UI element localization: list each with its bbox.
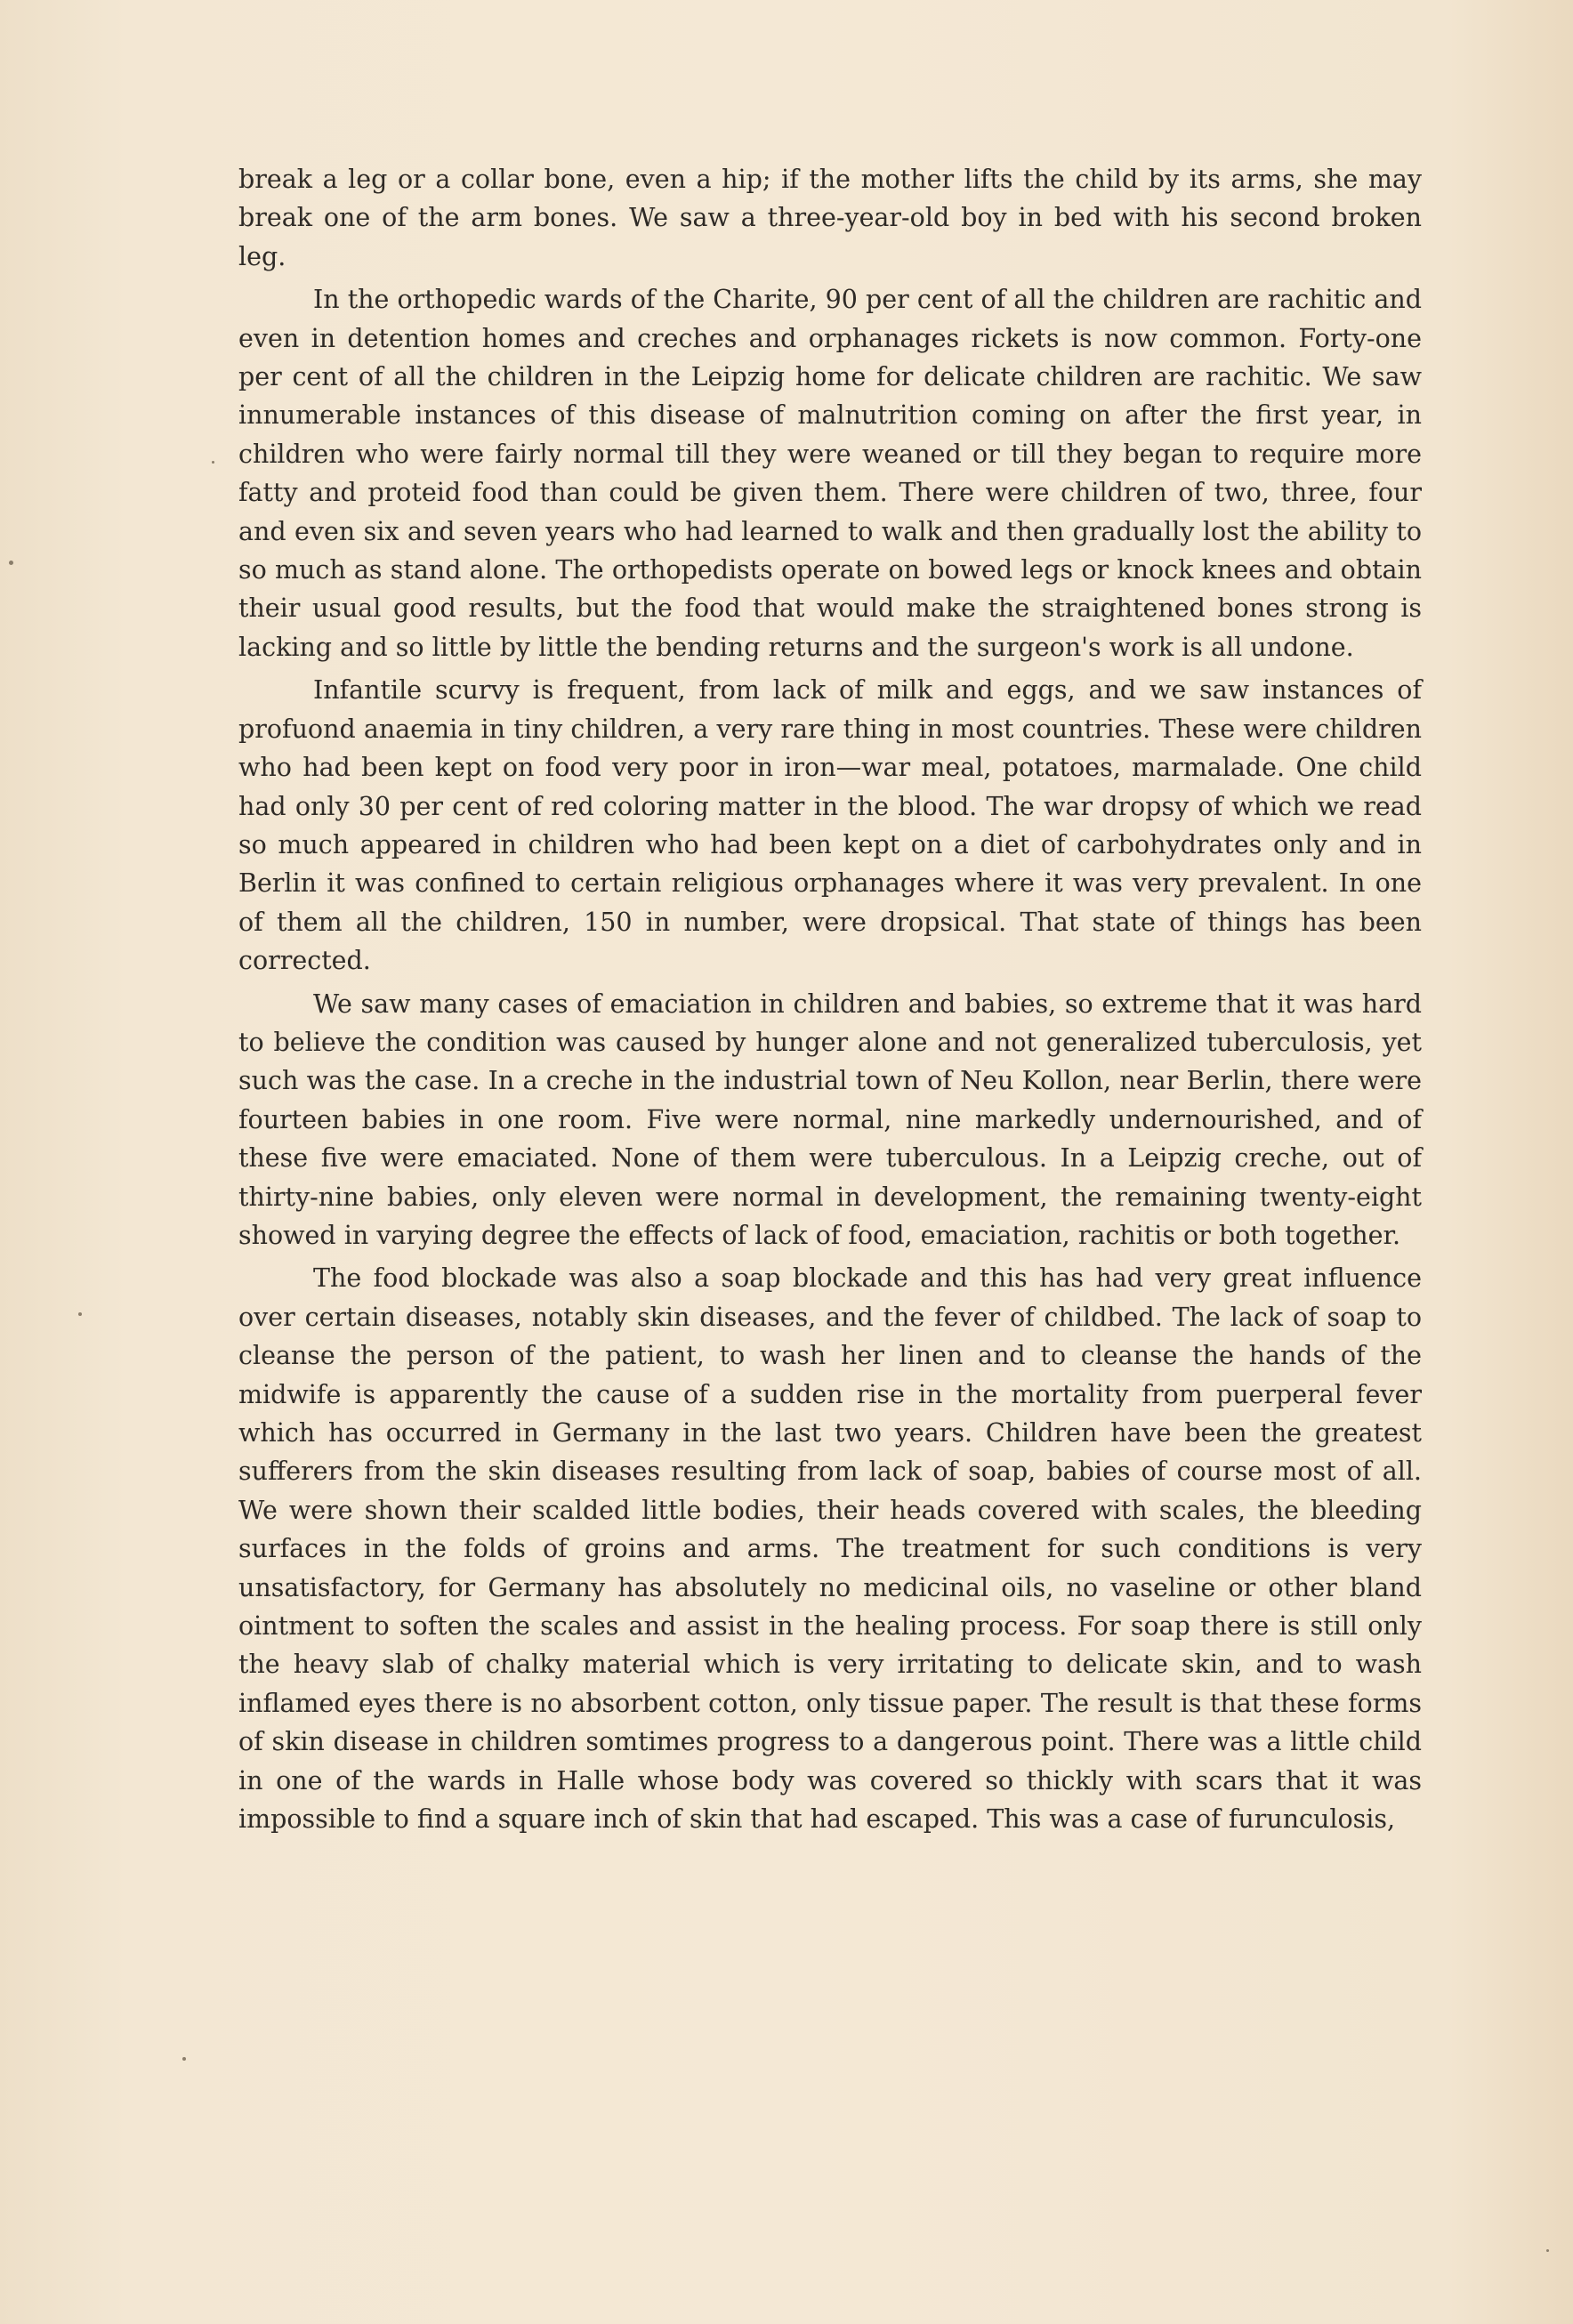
paragraph: break a leg or a collar bone, even a hip; if the mother lifts the child by its arms, she may break one of the arm bones. We saw a three-year-old boy in bed with his second broken leg. <box>238 165 1422 271</box>
paragraph: Infantile scurvy is frequent, from lack of milk and eggs, and we saw instances of profuond anaemia in tiny children, a very rare thing in most countries. These were children who had been kept on food very poor in iron—war meal, potatoes, marmalade. One child had only 30 per cent of red coloring matter in the blood. The war dropsy of which we read so much appeared in children who had been kept on a diet of carbohydrates only and in Berlin it was confined to certain religious orphanages where it was very prevalent. In one of them all the children, 150 in number, were dropsical. That state of things has been corrected. <box>238 675 1422 976</box>
paragraph: The food blockade was also a soap blockade and this has had very great influence over certain diseases, notably skin diseases, and the fever of childbed. The lack of soap to cleanse the person of the patient, to wash her linen and to cleanse the hands of the midwife is apparently the cause of a sudden rise in the mortality from puerperal fever which has occurred in Germany in the last two years. Children have been the greatest sufferers from the skin diseases resulting from lack of soap, babies of course most of all. We were shown their scalded little bodies, their heads covered with scales, the bleeding surfaces in the folds of groins and arms. The treatment for such conditions is very unsatisfactory, for Germany has absolutely no medicinal oils, no vaseline or other bland ointment to soften the scales and assist in the healing process. For soap there is still only the heavy slab of chalky material which is very irritating to delicate skin, and to wash inflamed eyes there is no absorbent cotton, only tissue paper. The result is that these forms of skin disease in children somtimes progress to a dangerous point. There was a little child in one of the wards in Halle whose body was covered so thickly with scars that it was impossible to find a square inch of skin that had escaped. This was a case of furunculosis, <box>238 1263 1422 1835</box>
paper-speck <box>78 1312 82 1316</box>
body-text <box>238 160 1422 1838</box>
paragraph: In the orthopedic wards of the Charite, 90 per cent of all the children are rachitic and even in detention homes and creches and orphanages rickets is now common. Forty-one per cent of all the children in the Leipzig home for delicate children are rachitic. We saw innumerable instances of this disease of malnutrition coming on after the first year, in children who were fairly normal till they were weaned or till they began to require more fatty and proteid food than could be given them. There were children of two, three, four and even six and seven years who had learned to walk and then gradually lost the ability to so much as stand alone. The orthopedists operate on bowed legs or knock knees and obtain their usual good results, but the food that would make the straightened bones strong is lacking and so little by little the bending returns and the surgeon's work is all undone. <box>238 285 1422 662</box>
paragraph: We saw many cases of emaciation in children and babies, so extreme that it was hard to believe the condition was caused by hunger alone and not generalized tuberculosis, yet such was the case. In a creche in the industrial town of Neu Kollon, near Berlin, there were fourteen babies in one room. Five were normal, nine markedly undernourished, and of these five were emaciated. None of them were tuberculous. In a Leipzig creche, out of thirty-nine babies, only eleven were normal in development, the remaining twenty-eight showed in varying degree the effects of lack of food, emaciation, rachitis or both together. <box>238 989 1422 1250</box>
paper-speck <box>1546 2249 1549 2252</box>
paper-speck <box>9 561 13 565</box>
paper-speck <box>182 2057 186 2061</box>
paper-speck <box>212 461 214 464</box>
